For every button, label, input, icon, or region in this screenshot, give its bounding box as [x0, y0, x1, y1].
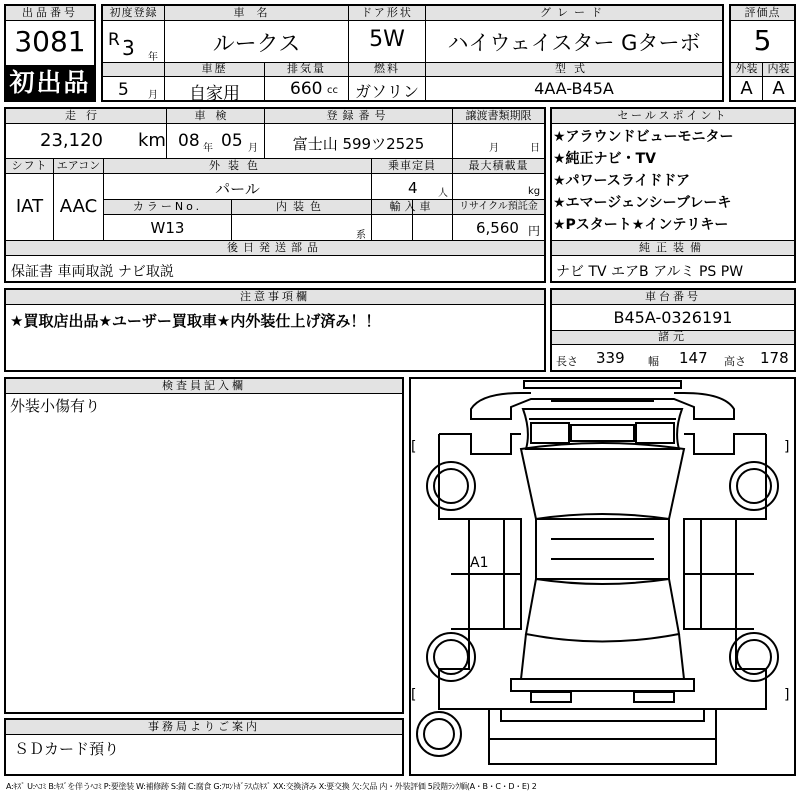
inspector-box — [4, 377, 404, 714]
front-fender-outline — [471, 393, 734, 419]
recycle-label: リサイクル預託金 — [459, 201, 538, 212]
headlight-left — [531, 423, 569, 443]
reg-number: 富士山 599ツ2525 — [292, 135, 425, 153]
exterior-grade: A — [740, 78, 753, 99]
capacity-label: 乗車定員 — [388, 159, 436, 172]
front-bumper — [524, 381, 681, 388]
mileage: 23,120 — [40, 130, 103, 151]
dims-label: 諸元 — [658, 330, 688, 343]
inspection-label: 車検 — [194, 109, 237, 122]
year-unit: 年 — [148, 52, 158, 63]
windshield — [521, 443, 684, 519]
ac-label: エアコン — [56, 159, 101, 172]
left-front-outline — [439, 434, 521, 454]
month-unit: 月 — [148, 90, 158, 101]
left-body-side — [439, 434, 501, 709]
history-label: 車歴 — [201, 62, 228, 75]
bracket-left-rear: [ — [411, 687, 417, 703]
interior-color-label: 内装色 — [276, 200, 327, 213]
inspector-label: 検査員記入欄 — [6, 379, 402, 394]
model-label: 型式 — [555, 62, 593, 75]
damage-mark-a1: A1 — [470, 555, 489, 571]
import-label: 輸入車 — [389, 200, 435, 213]
mileage-label: 走行 — [65, 109, 107, 122]
sales-point: ★パワースライドドア — [553, 173, 691, 189]
first-listing-badge: 初出品 — [6, 65, 94, 100]
exterior-color: パール — [215, 180, 260, 198]
score-label: 評価点 — [731, 6, 794, 21]
tail-light-left — [531, 692, 571, 702]
interior-color-unit: 系 — [356, 230, 366, 241]
sales-points-list — [553, 126, 795, 236]
width-label: 幅 — [648, 355, 659, 368]
grade-label: グレード — [540, 6, 608, 19]
era: R — [108, 30, 120, 50]
insp-year-unit: 年 — [203, 143, 213, 154]
chassis-number: B45A-0326191 — [613, 308, 733, 327]
load-label: 最大積載量 — [468, 159, 529, 172]
width: 147 — [679, 349, 708, 367]
ac: AAC — [59, 196, 98, 217]
month: 5 — [118, 80, 129, 100]
fuel-label: 燃料 — [374, 62, 400, 75]
rear-bumper — [501, 709, 704, 721]
inspector-text: 外装小傷有り — [10, 397, 101, 415]
length-label: 長さ — [556, 355, 578, 368]
displacement: 660 — [290, 79, 323, 99]
door-label: ドア形状 — [361, 6, 413, 19]
bracket-left-front: [ — [411, 439, 417, 455]
chassis-label: 車台番号 — [552, 290, 794, 305]
right-front-outline — [684, 434, 766, 454]
length: 339 — [596, 349, 625, 367]
sales-point: ★Pスタート★インテリキー — [553, 217, 729, 233]
bracket-right-rear: ] — [784, 687, 790, 703]
displacement-unit: cc — [327, 85, 338, 96]
legend: A:ｷｽﾞ U:ﾍｺﾐ B:ｷｽﾞを伴うﾍｺﾐ P:要塗装 W:補修跡 S:錆 C:腐食 G:ﾌﾛﾝﾄｶﾞﾗｽ点ｷｽﾞ XX:交換済み X:要交換 欠:欠品 内・外装評価 5段階ﾗﾝｸ順(A・B・C・D・E) 2 — [6, 782, 537, 791]
capacity-unit: 人 — [438, 188, 448, 199]
grade: ハイウェイスター Gターボ — [447, 31, 701, 55]
reg-label: 登録番号 — [326, 109, 391, 122]
sales-point: ★アラウンドビューモニター — [553, 129, 734, 145]
interior-grade: A — [772, 78, 785, 99]
lot-label: 出品番号 — [6, 6, 94, 21]
office-text: ＳＤカード預り — [14, 740, 120, 758]
bracket-right-front: ] — [784, 439, 790, 455]
displacement-label: 排気量 — [287, 62, 326, 75]
transfer-label: 譲渡書類期限 — [465, 109, 532, 122]
sales-point: ★エマージェンシーブレーキ — [553, 195, 732, 211]
later-parts-label: 後日発送部品 — [227, 241, 323, 254]
equipment: ナビ TV エアB アルミ PS PW — [556, 264, 744, 280]
notes-text: ★買取店出品★ユーザー買取車★内外装仕上げ済み！！ — [10, 312, 381, 330]
insp-month: 05 — [221, 131, 243, 151]
equipment-label: 純正装備 — [639, 241, 707, 254]
exterior-label: 外装 — [735, 62, 758, 75]
insp-year: 08 — [178, 131, 200, 151]
tail-light-right — [634, 692, 674, 702]
car-diagram — [411, 379, 794, 774]
car-name-label: 車名 — [233, 6, 280, 19]
transfer-month-unit: 月 — [489, 143, 499, 154]
door-type: 5W — [369, 27, 405, 52]
interior-label: 内装 — [767, 62, 790, 75]
score: 5 — [753, 24, 772, 57]
year: 3 — [122, 36, 135, 60]
notes-label: 注意事項欄 — [6, 290, 544, 305]
insp-month-unit: 月 — [248, 143, 258, 154]
later-parts: 保証書 車両取説 ナビ取説 — [11, 264, 174, 280]
load-unit: kg — [528, 186, 541, 197]
sales-point: ★純正ナビ・TV — [553, 151, 656, 167]
recycle-unit: 円 — [528, 224, 541, 238]
height: 178 — [760, 349, 789, 367]
model: 4AA-B45A — [534, 79, 614, 98]
fuel: ガソリン — [354, 82, 419, 101]
shift-label: シフト — [11, 159, 48, 172]
mileage-unit: km — [138, 130, 166, 151]
color-label: 外装色 — [209, 159, 266, 172]
sales-points-label: セールスポイント — [552, 109, 794, 124]
color-no: W13 — [150, 219, 185, 237]
color-no-label: カラーNo. — [132, 200, 203, 213]
headlight-right — [636, 423, 674, 443]
rear-window — [526, 579, 679, 642]
recycle-fee: 6,560 — [476, 219, 519, 237]
lot-number: 3081 — [14, 25, 86, 58]
office-label: 事務局よりご案内 — [6, 720, 402, 735]
shift: IAT — [15, 196, 44, 217]
underbody — [489, 709, 716, 764]
capacity: 4 — [408, 179, 418, 197]
height-label: 高さ — [724, 355, 746, 368]
history: 自家用 — [189, 84, 240, 104]
car-name: ルークス — [212, 32, 301, 57]
first-reg-label: 初度登録 — [109, 6, 158, 19]
roof — [536, 519, 669, 579]
right-body-side — [704, 434, 766, 709]
transfer-day-unit: 日 — [530, 143, 540, 154]
